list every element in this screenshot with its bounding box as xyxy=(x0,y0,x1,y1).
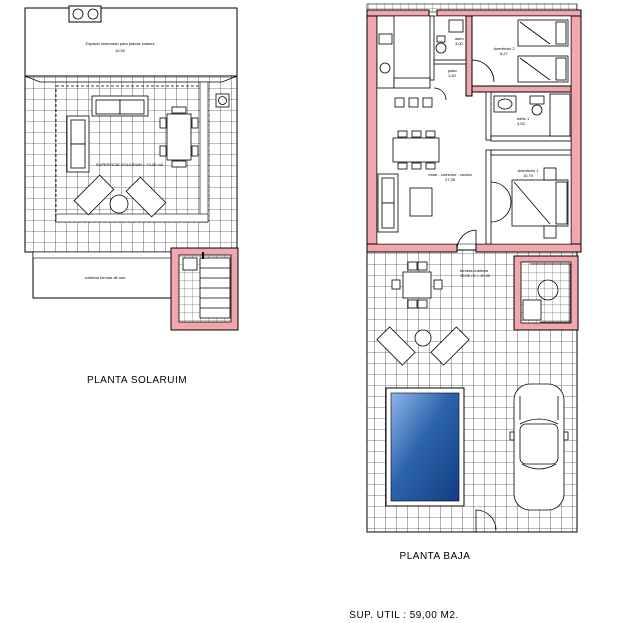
ground-floor-plan xyxy=(367,4,581,532)
room-label-aseo: aseo xyxy=(455,36,464,41)
room-area-estar: 27,35 xyxy=(444,177,456,182)
solarium-stair xyxy=(171,248,238,330)
room-area-dormitorio-2: 8,27 xyxy=(500,51,508,56)
total-usable-area: SUP. UTIL : 59,00 M2. xyxy=(349,610,459,621)
sofa-furniture xyxy=(67,116,89,172)
room-area-paso: 1,40 xyxy=(448,73,456,78)
ground-caption: PLANTA BAJA xyxy=(399,551,471,562)
room-label-bano-1: baño 1 xyxy=(517,116,530,121)
reserved-area-label: 10,50 xyxy=(114,48,126,53)
room-label-terraza: terraza cubierta xyxy=(460,268,488,273)
room-area-bano-1: 3,53 xyxy=(517,121,525,126)
sofa-furniture xyxy=(92,96,148,116)
dining-table-furniture xyxy=(393,131,439,169)
solarium-surface-label: SUPERFICIE SOLARIUM = 44,00 m2. xyxy=(95,162,165,167)
car-parking xyxy=(510,384,568,510)
room-label-paso: paso xyxy=(448,68,457,73)
ground-stair xyxy=(514,256,578,330)
drain-icon xyxy=(216,94,229,107)
reserved-space-label: Espacio reservado para placas solares xyxy=(85,41,155,46)
room-label-dormitorio-1: dormitorio 1 xyxy=(517,168,539,173)
cover-label: cubierta formas de uso xyxy=(84,275,126,280)
solarium-plan xyxy=(25,6,238,330)
room-area-aseo: 3,00 xyxy=(455,41,463,46)
room-label-dormitorio-2: dormitorio 2 xyxy=(493,46,515,51)
solarium-caption: PLANTA SOLARUIM xyxy=(86,375,188,386)
room-area-dormitorio-1: 10,70 xyxy=(522,173,534,178)
room-area-terraza: 20,00 / 2 = 10,00 xyxy=(460,273,491,278)
room-label-estar: estar - comedor - cocina xyxy=(428,172,472,177)
swimming-pool xyxy=(386,388,464,506)
